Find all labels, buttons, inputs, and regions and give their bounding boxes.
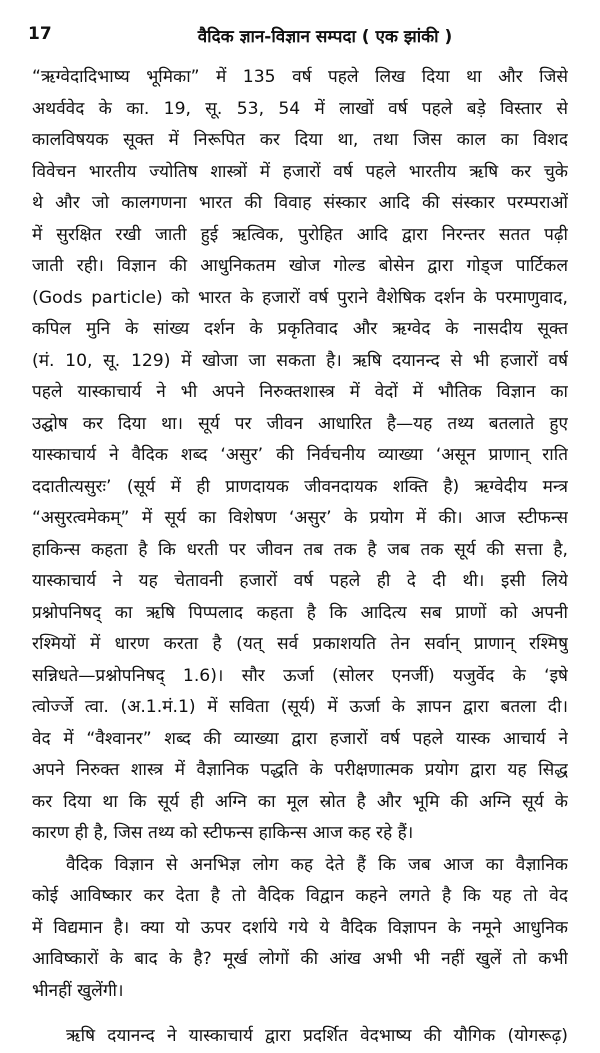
text-line: विवेचन भारतीय ज्योतिष शास्त्रों में हजारों वर्ष पहले भारतीय ऋषि कर चुके [32, 161, 568, 182]
text-line: यास्काचार्य ने वैदिक शब्द ‘असुर’ की निर्वचनीय व्याख्या ‘असून प्राणान् राति [32, 445, 568, 465]
page-header [28, 24, 572, 50]
text-line: में सुरक्षित रखी जाती हुई ऋत्विक, पुरोहित आदि द्वारा निरन्तर सतत पढ़ी [32, 224, 568, 245]
text-line: अपने निरुक्त शास्त्र में वैज्ञानिक पद्धति के परीक्षणात्मक प्रयोग द्वारा यह सिद्ध [32, 760, 568, 780]
text-line: थे और जो कालगणना भारत की विवाह संस्कार आदि की संस्कार परम्पराओं [32, 193, 568, 213]
text-line: उद्घोष कर दिया था। सूर्य पर जीवन आधारित है—यह तथ्य बतलाते हुए [32, 413, 568, 434]
text-line: (मं. 10, सू. 129) में खोजा जा सकता है। ऋषि दयानन्द से भी हजारों वर्ष [32, 350, 568, 371]
paragraph-2 [32, 850, 568, 1008]
text-line: में विद्यमान है। क्या यो ऊपर दर्शाये गये ये वैदिक विज्ञापन के नमूने आधुनिक [32, 917, 568, 938]
running-title: वैदिक ज्ञान-विज्ञान सम्पदा ( एक झांकी ) [197, 27, 453, 47]
text-line: कर दिया था कि सूर्य ही अग्नि का मूल स्रोत है और भूमि की अग्नि सूर्य के [32, 791, 568, 812]
text-line: जाती रही। विज्ञान की आधुनिकतम खोज गोल्ड बोसेन द्वारा गोड्ज पार्टिकल [32, 256, 568, 276]
text-line: हाकिन्स कहता है कि धरती पर जीवन तब तक है जब तक सूर्य की सत्ता है, [32, 539, 568, 560]
page-number: 17 [28, 24, 52, 44]
text-line: (Gods particle) को भारत के हजारों वर्ष पुराने वैशेषिक दर्शन के परमाणुवाद, [32, 287, 568, 308]
paragraph-1 [32, 62, 568, 850]
text-line: कोई आविष्कार कर देता है तो वैदिक विद्वान कहने लगते है कि यह तो वेद [32, 886, 568, 906]
text-line: यास्काचार्य ने यह चेतावनी हजारों वर्ष पहले ही दे दी थी। इसी लिये [32, 571, 568, 591]
text-line: त्वोर्ज्जे त्वा. (अ.1.मं.1) में सविता (सूर्य) में ऊर्जा के ज्ञापन द्वारा बतला दी। [32, 697, 568, 717]
paragraph-spacer [32, 1007, 568, 1021]
text-line: “असुरत्वमेकम्” में सूर्य का विशेषण ‘असुर’ के प्रयोग में की। आज स्टीफन्स [32, 508, 568, 528]
text-line: सन्निधते—प्रश्नोपनिषद् 1.6)। सौर ऊर्जा (सोलर एनर्जी) यजुर्वेद के ‘इषे [32, 665, 568, 686]
text-line: वैदिक विज्ञान से अनभिज्ञ लोग कह देते हैं कि जब आज का वैज्ञानिक [66, 854, 568, 875]
text-line: आविष्कारों के बाद के है? मूर्ख लोगों की आंख अभी भी नहीं खुलें तो कभी [32, 949, 568, 969]
text-line: वेद में “वैश्वानर” शब्द की व्याख्या द्वारा हजारों वर्ष पहले यास्क आचार्य ने [32, 728, 568, 749]
text-line: कपिल मुनि के सांख्य दर्शन के प्रकृतिवाद और ऋग्वेद के नासदीय सूक्त [32, 319, 568, 339]
text-line: ददातीत्यसुरः’ (सूर्य में ही प्राणदायक जीवनदायक शक्ति है) ऋग्वेदीय मन्त्र [32, 476, 568, 497]
body-text [32, 62, 568, 1053]
text-line: रश्मियों में धारण करता है (यत् सर्व प्रकाशयति तेन सर्वान् प्राणान् रश्मिषु [32, 634, 568, 654]
text-line: अथर्ववेद के का. 19, सू. 53, 54 में लाखों वर्ष पहले बड़े विस्तार से [32, 98, 568, 119]
paragraph-3 [32, 1021, 568, 1053]
text-line: भीनहीं खुलेंगी। [32, 980, 124, 1001]
text-line: कारण ही है, जिस तथ्य को स्टीफन्स हाकिन्स आज कह रहे हैं। [32, 823, 414, 843]
text-line: कालविषयक सूक्त में निरूपित कर दिया था, तथा जिस काल का विशद [32, 130, 568, 150]
text-line: प्रश्नोपनिषद् का ऋषि पिप्पलाद कहता है कि आदित्य सब प्राणों को अपनी [32, 602, 568, 623]
text-line: पहले यास्काचार्य ने भी अपने निरुक्तशास्त्र में वेदों में भौतिक विज्ञान का [32, 382, 568, 402]
text-line: ऋषि दयानन्द ने यास्काचार्य द्वारा प्रदर्शित वेदभाष्य की यौगिक (योगरूढ़) [66, 1026, 568, 1046]
text-line: “ऋग्वेदादिभाष्य भूमिका” में 135 वर्ष पहले लिख दिया था और जिसे [32, 67, 568, 87]
